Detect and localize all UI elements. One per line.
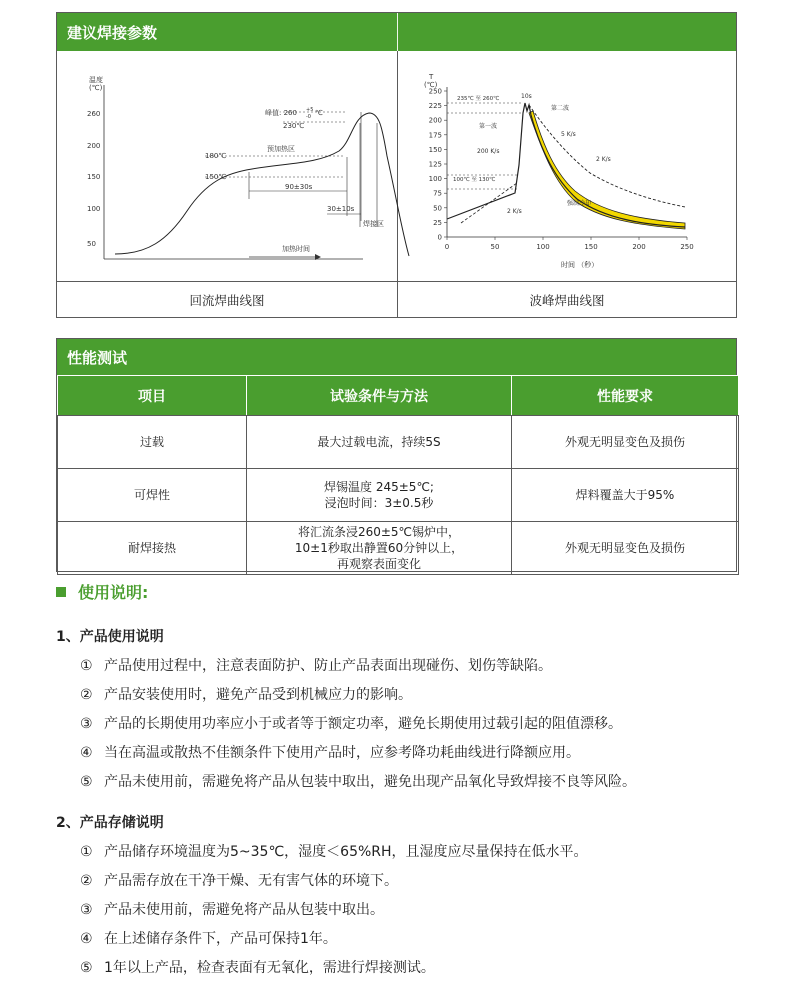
table-row [58, 522, 739, 575]
table-row [58, 416, 739, 469]
cond-line: 10±1秒取出静置60分钟以上， [294, 541, 464, 555]
col-header-condition: 试验条件与方法 [247, 376, 512, 416]
weld-zone-label: 焊接区 [363, 220, 384, 228]
cell-condition [247, 416, 512, 469]
cond-line: 浸泡时间：3±0.5秒 [324, 496, 434, 510]
t150-label: 150℃ [205, 173, 227, 181]
welding-params-title: 建议焊接参数 [67, 24, 158, 42]
wave-y-unit: (℃) [424, 81, 438, 89]
reflow-caption: 回流焊曲线图 [189, 293, 265, 308]
table-header-row [58, 376, 739, 416]
header-divider [397, 13, 398, 51]
preheat-zone-label: 预加热区 [267, 145, 295, 153]
usage-title: 使用说明: [78, 583, 149, 602]
reflow-y-title: 温度 [89, 76, 103, 84]
wave-y-tick: 225 [428, 102, 442, 111]
peak-unit: ℃ [315, 109, 323, 117]
usage-heading [56, 580, 148, 603]
wave-y-tick: 175 [428, 131, 442, 140]
forced-cooling-band [529, 111, 685, 229]
peak-plus: +5 [306, 107, 314, 113]
list-item: ⑤ 1年以上产品，检查表面有无氧化，需进行焊接测试。 [80, 960, 435, 976]
wave-first-wave-label: 第一波 [479, 123, 498, 130]
list-item: ② 产品需存放在干净干燥、无有害气体的环境下。 [80, 873, 398, 889]
wave-y-tick: 200 [428, 116, 442, 125]
cell-item: 耐焊接热 [58, 522, 247, 575]
cell-condition [247, 522, 512, 575]
wave-200ks-label: 200 K/s [477, 148, 500, 155]
wave-x-tick: 150 [584, 243, 598, 251]
wave-y-tick: 250 [428, 87, 442, 96]
reflow-y-tick: 150 [87, 173, 101, 181]
preheat-duration-label: 90±30s [285, 183, 313, 191]
wave-235-260-label: 235℃ 至 260℃ [457, 96, 500, 102]
wave-x-tick: 50 [490, 243, 500, 251]
reflow-y-tick: 200 [87, 142, 101, 150]
reflow-y-unit: (℃) [89, 84, 103, 92]
reflow-y-tick: 50 [87, 240, 96, 248]
wave-x-label: 时间 （秒） [561, 261, 599, 269]
wave-x-tick: 200 [632, 243, 646, 251]
table-row [58, 469, 739, 522]
wave-100-130-label: 100℃ 至 130℃ [453, 177, 496, 183]
wave-y-tick: 150 [428, 145, 442, 154]
cell-requirement: 外观无明显变色及损伤 [512, 416, 739, 469]
wave-2ks-top-label: 2 K/s [596, 156, 611, 163]
heat-time-label: 加热时间 [282, 245, 310, 253]
list-item: ④ 当在高温或散热不佳额条件下使用产品时，应参考降功耗曲线进行降额应用。 [80, 745, 580, 761]
list-item: ① 产品储存环境温度为5~35℃，湿度＜65%RH，且湿度应尽量保持在低水平。 [80, 844, 588, 860]
performance-header [57, 339, 736, 375]
welding-params-panel [56, 12, 737, 318]
usage-section-title: 1、产品使用说明 [56, 629, 164, 645]
wave-x-tick: 250 [680, 243, 694, 251]
cond-line: 最大过载电流，持续5S [317, 435, 441, 449]
weld-duration-label: 30±10s [327, 205, 355, 213]
cond-line: 再观察表面变化 [336, 557, 421, 571]
performance-panel [56, 338, 737, 572]
cell-item: 可焊性 [58, 469, 247, 522]
cell-requirement: 外观无明显变色及损伤 [512, 522, 739, 575]
list-item: ⑤ 产品未使用前，需避免将产品从包装中取出，避免出现产品氧化导致焊接不良等风险。 [80, 774, 636, 790]
list-item: ③ 产品未使用前，需避免将产品从包装中取出。 [80, 902, 384, 918]
wave-y-tick: 50 [433, 204, 442, 213]
wave-10s-label: 10s [521, 93, 532, 100]
column-divider [397, 51, 398, 317]
cell-condition [247, 469, 512, 522]
wave-y-tick: 100 [428, 175, 442, 184]
wave-y-tick: 125 [428, 160, 442, 169]
reflow-y-tick: 260 [87, 110, 101, 118]
caption-divider [57, 281, 736, 282]
wave-second-wave-label: 第二波 [551, 105, 570, 112]
wave-forced-cooling-label: 强制冷却 [567, 200, 592, 207]
peak-minus: -0 [306, 114, 311, 120]
cond-line: 将汇流条浸260±5℃锡炉中， [297, 525, 461, 539]
wave-caption: 波峰焊曲线图 [529, 293, 605, 308]
wave-2ks-bottom-label: 2 K/s [507, 208, 522, 215]
peak-label: 峰值: 260 [265, 109, 297, 117]
list-item: ④ 在上述储存条件下，产品可保持1年。 [80, 931, 337, 947]
welding-params-header [57, 13, 736, 51]
col-header-item: 项目 [58, 376, 247, 416]
storage-section-title: 2、产品存储说明 [56, 815, 164, 831]
performance-table [57, 375, 739, 575]
t230-label: 230℃ [283, 122, 305, 130]
list-item: ② 产品安装使用时，避免产品受到机械应力的影响。 [80, 687, 412, 703]
cond-line: 焊锡温度 245±5℃; [324, 480, 434, 494]
list-item: ① 产品使用过程中，注意表面防护、防止产品表面出现碰伤、划伤等缺陷。 [80, 658, 552, 674]
performance-title: 性能测试 [67, 349, 128, 367]
wave-y-tick: 0 [437, 233, 442, 242]
wave-x-tick: 100 [536, 243, 550, 251]
wave-chart [415, 73, 715, 269]
t180-label: 180℃ [205, 152, 227, 160]
cell-requirement: 焊料覆盖大于95% [512, 469, 739, 522]
wave-y-tick: 75 [433, 189, 442, 198]
wave-y-title: T [429, 73, 434, 81]
reflow-y-tick: 100 [87, 205, 101, 213]
list-item: ③ 产品的长期使用功率应小于或者等于额定功率，避免长期使用过载引起的阻值漂移。 [80, 716, 622, 732]
cell-item: 过载 [58, 416, 247, 469]
reflow-chart [77, 71, 384, 267]
wave-profile-solid [447, 103, 685, 227]
wave-y-tick: 25 [433, 218, 442, 227]
col-header-requirement: 性能要求 [512, 376, 739, 416]
reflow-profile-curve [115, 113, 409, 256]
wave-x-tick: 0 [444, 243, 450, 251]
wave-5ks-label: 5 K/s [561, 131, 576, 138]
green-square-bullet-icon [56, 587, 66, 597]
